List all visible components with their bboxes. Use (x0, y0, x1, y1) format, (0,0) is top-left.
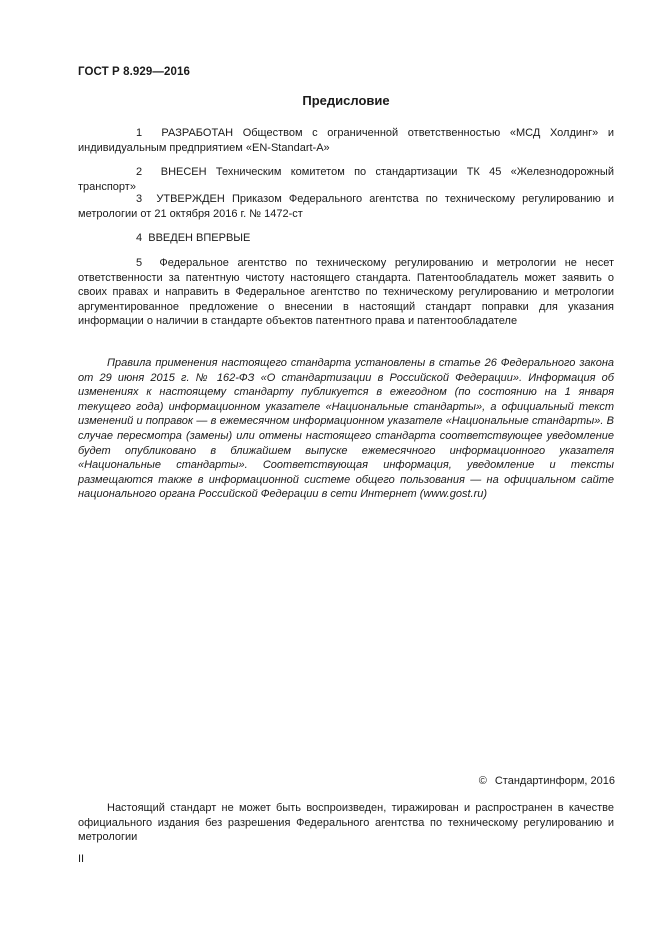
item-text: ВНЕСЕН Техническим комитетом по стандартизации ТК 45 «Железнодорожный транспорт» (78, 166, 614, 193)
foreword-item-1 (78, 126, 614, 155)
item-text: РАЗРАБОТАН Обществом с ограниченной ответственностью «МСД Холдинг» и индивидуальным предприятием «EN-Standart-A» (78, 127, 614, 154)
item-number: 5 (136, 257, 143, 269)
copyright (479, 775, 615, 787)
foreword-item-3 (78, 192, 614, 221)
foreword-item-2 (78, 165, 614, 194)
foreword-item-4 (78, 231, 614, 246)
rules-notice: Правила применения настоящего стандарта установлены в статье 26 Федерального закона от 29 июня 2015 г. № 162-ФЗ «О стандартизации в Российской Федерации». Информация об изменениях к настоящему стандарту публикуется в ежегодном (по состоянию на 1 января текущего года) информационном указателе «Национальные стандарты», а официальный текст изменений и поправок — в ежемесячном информационном указателе «Национальные стандарты». В случае пересмотра (замены) или отмены настоящего стандарта соответствующее уведомление будет опубликовано в ближайшем выпуске ежемесячного информационного указателя «Национальные стандарты». Соответствующая информация, уведомление и тексты размещаются также в информационной системе общего пользования — на официальном сайте национального органа Российской Федерации в сети Интернет (www.gost.ru) (78, 357, 614, 501)
item-number: 1 (136, 127, 143, 139)
item-text: Федеральное агентство по техническому регулированию и метрологии не несет ответственности за патентную чистоту настоящего стандарта. Патентообладатель может заявить о своих правах и направить в Федеральное агентство по техническому регулированию и метрологии аргументированное предложение о внесении в настоящий стандарт поправки для указания информации о наличии в стандарте объектов патентного права и патентообладателе (78, 257, 614, 327)
item-number: 4 (136, 232, 143, 244)
reproduction-notice: Настоящий стандарт не может быть воспроизведен, тиражирован и распространен в качестве официального издания без разрешения Федерального агентства по техническому регулированию и метрологии (78, 802, 614, 843)
page-number: II (78, 853, 85, 865)
item-text: ВВЕДЕН ВПЕРВЫЕ (148, 232, 251, 244)
item-text: УТВЕРЖДЕН Приказом Федерального агентства по техническому регулированию и метрологии от 21 октября 2016 г. № 1472-ст (78, 193, 614, 220)
item-number: 3 (136, 193, 143, 205)
page-title: Предисловие (302, 93, 390, 108)
copyright-text: Стандартинформ, 2016 (494, 775, 615, 787)
standard-code: ГОСТ Р 8.929—2016 (78, 66, 190, 78)
copyright-symbol: © (478, 775, 487, 787)
foreword-item-5 (78, 256, 614, 329)
item-number: 2 (136, 166, 143, 178)
